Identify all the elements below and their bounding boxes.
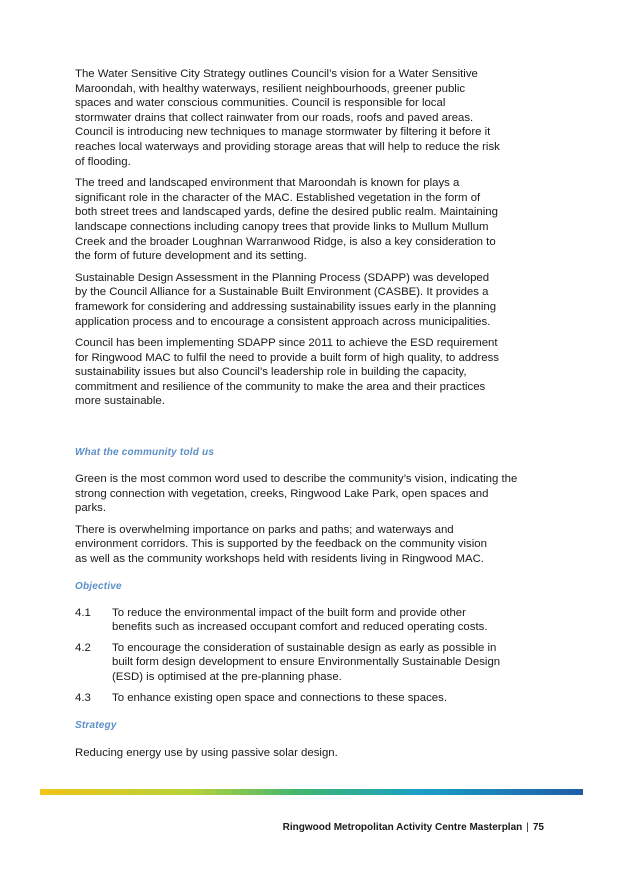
page-body	[75, 67, 565, 768]
intro-paragraph-3: Sustainable Design Assessment in the Planning Process (SDAPP) was developed by the Council Alliance for a Sustainable Built Environment (CASBE). It provides a framework for considering and addressing sustainability issues early in the planning application process and to encourage a consistent approach across municipalities.	[75, 271, 497, 328]
strategy-paragraph: Reducing energy use by using passive solar design.	[75, 747, 338, 760]
objective-item	[75, 606, 565, 635]
community-paragraph-1: Green is the most common word used to describe the community’s vision, indicating the strong connection with vegetation, creeks, Ringwood Lake Park, open spaces and parks.	[75, 473, 518, 515]
community-paragraph-2: There is overwhelming importance on parks and paths; and waterways and environment corridors. This is supported by the feedback on the community vision as well as the community workshops held with residents living in Ringwood MAC.	[75, 523, 487, 566]
objective-number: 4.2	[75, 641, 91, 654]
objective-text: To enhance existing open space and connections to these spaces.	[112, 691, 447, 704]
strategy-heading: Strategy	[75, 720, 117, 732]
objective-item	[75, 641, 565, 685]
objective-number: 4.3	[75, 691, 91, 704]
intro-paragraph-1: The Water Sensitive City Strategy outlines Council’s vision for a Water Sensitive Maroondah, with healthy waterways, resilient neighbourhoods, greener public spaces and water conscious communities. Council is responsible for local stormwater drains that collect rainwater from our roads, roofs and paved areas. Council is introducing new techniques to manage stormwater by filtering it before it reaches local waterways and providing storage areas that will help to reduce the risk of flooding.	[75, 68, 500, 168]
footer-separator: |	[526, 822, 529, 833]
page-number: 75	[532, 822, 544, 833]
objective-item	[75, 691, 565, 706]
community-heading: What the community told us	[75, 447, 215, 459]
footer-title: Ringwood Metropolitan Activity Centre Masterplan	[282, 822, 523, 833]
objective-list	[75, 606, 565, 706]
objective-text: To encourage the consideration of sustainable design as early as possible in built form design development to ensure Environmentally Sustainable Design (ESD) is optimised at the pre-planning phase.	[112, 641, 501, 683]
footer-gradient-bar	[40, 789, 583, 795]
intro-paragraph-2: The treed and landscaped environment that Maroondah is known for plays a significant role in the character of the MAC. Established vegetation in the form of both street trees and landscaped yards, define the desired public realm. Maintaining landscape connections including canopy trees that provide links to Mullum Mullum Creek and the broader Loughnan Warranwood Ridge, is also a key consideration to the form of future development and its setting.	[75, 177, 498, 263]
intro-paragraph-4: Council has been implementing SDAPP since 2011 to achieve the ESD requirement for Ringwood MAC to fulfil the need to provide a built form of high quality, to address sustainability issues but also Council’s leadership role in building the capacity, commitment and resilience of the community to make the area and their practices more sustainable.	[75, 337, 500, 408]
objective-heading: Objective	[75, 580, 122, 592]
page-footer	[283, 822, 544, 833]
objective-text: To reduce the environmental impact of the built form and provide other benefits such as increased occupant comfort and reduced operating costs.	[112, 606, 488, 634]
objective-number: 4.1	[75, 606, 91, 619]
